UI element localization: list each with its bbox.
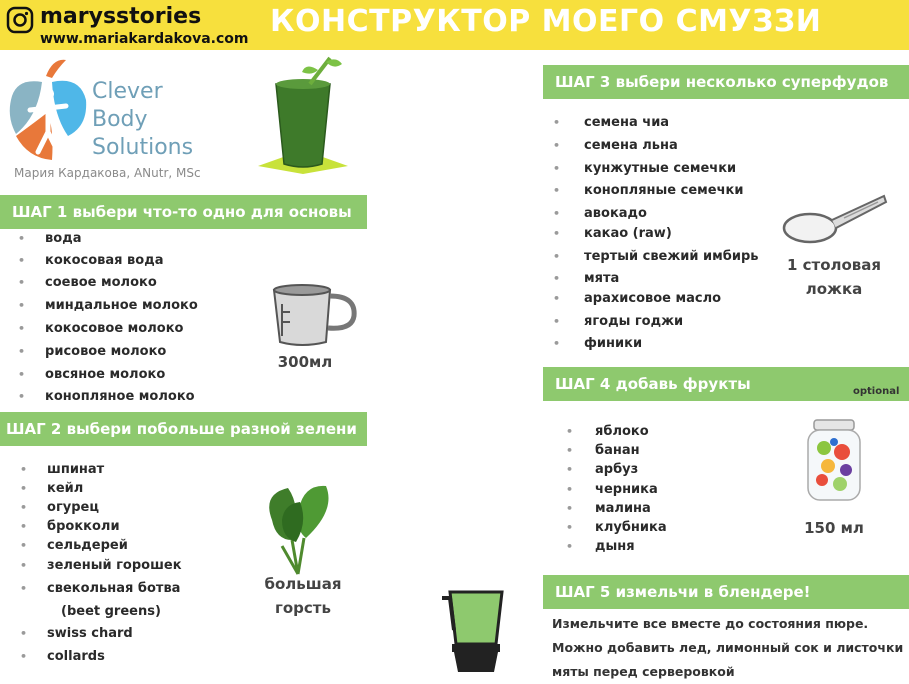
bullet-icon: •	[18, 322, 26, 335]
fruit-jar-icon	[804, 418, 864, 504]
bullet-icon: •	[18, 368, 26, 381]
step-3-amount-line-2: ложка	[805, 280, 863, 298]
list-item: • малина	[566, 501, 651, 516]
list-item: • кунжутные семечки	[553, 161, 737, 176]
measuring-cup-icon	[268, 282, 360, 348]
bullet-icon: •	[20, 520, 28, 533]
list-item: • зеленый горошек	[20, 558, 182, 573]
list-item: • рисовое молоко	[18, 344, 167, 359]
bullet-icon: •	[18, 254, 26, 267]
bullet-icon: •	[20, 650, 28, 663]
list-item: • collards	[20, 649, 105, 664]
bullet-icon: •	[20, 627, 28, 640]
bullet-icon: •	[566, 444, 574, 457]
instagram-handle[interactable]: marysstories	[40, 4, 202, 29]
list-item: • финики	[553, 336, 643, 351]
list-item: • вода	[18, 231, 82, 246]
step-2-header: ШАГ 2 выбери побольше разной зелени	[0, 412, 367, 446]
bullet-icon: •	[566, 540, 574, 553]
optional-label: optional	[853, 386, 900, 397]
bullet-icon: •	[20, 559, 28, 572]
step-5-instructions	[552, 612, 903, 684]
step-2-amount-line-1: большая	[264, 575, 342, 593]
list-item: • черника	[566, 482, 658, 497]
list-item: • соевое молоко	[18, 275, 157, 290]
list-item: • swiss chard	[20, 626, 133, 641]
bullet-icon: •	[20, 501, 28, 514]
blender-icon	[440, 586, 512, 674]
list-item: • конопляные семечки	[553, 183, 744, 198]
list-item: • кейл	[20, 481, 84, 496]
list-item: • конопляное молоко	[18, 389, 195, 404]
list-item: • ягоды годжи	[553, 314, 684, 329]
author-credit: Мария Кардакова, ANutr, MSc	[14, 166, 201, 180]
list-item: • семена льна	[553, 138, 678, 153]
instruction-line: мяты перед серверовкой	[552, 664, 735, 679]
page-title: КОНСТРУКТОР МОЕГО СМУЗЗИ	[270, 4, 822, 39]
bullet-icon: •	[20, 582, 28, 595]
step-3-amount	[772, 253, 896, 301]
list-item: • свекольная ботва	[20, 581, 181, 596]
step-3-header: ШАГ 3 выбери несколько суперфудов	[543, 65, 909, 99]
list-item: • яблоко	[566, 424, 649, 439]
list-item: • какао (raw)	[553, 226, 672, 241]
logo-line-3: Solutions	[92, 135, 194, 160]
step-5-header: ШАГ 5 измельчи в блендере!	[543, 575, 909, 609]
instagram-icon[interactable]	[6, 6, 34, 34]
step-1-header: ШАГ 1 выбери что-то одно для основы	[0, 195, 367, 229]
bullet-icon: •	[18, 390, 26, 403]
list-item: • кокосовое молоко	[18, 321, 184, 336]
step-4-amount: 150 мл	[804, 519, 864, 537]
list-item: • кокосовая вода	[18, 253, 164, 268]
bullet-icon: •	[553, 116, 561, 129]
logo-line-2: Body	[92, 107, 148, 132]
bullet-icon: •	[553, 272, 561, 285]
bullet-icon: •	[566, 483, 574, 496]
list-item: • клубника	[566, 520, 667, 535]
list-item: • мята	[553, 271, 620, 286]
spinach-bunch-icon	[262, 480, 334, 576]
bullet-icon: •	[18, 345, 26, 358]
bullet-icon: •	[553, 227, 561, 240]
measuring-spoon-icon	[780, 188, 890, 246]
list-item: • банан	[566, 443, 640, 458]
bullet-icon: •	[553, 139, 561, 152]
list-item: • тертый свежий имбирь	[553, 249, 759, 264]
bullet-icon: •	[553, 184, 561, 197]
list-item-continued: (beet greens)	[61, 604, 161, 619]
instruction-line: Можно добавить лед, лимонный сок и листочки	[552, 640, 904, 655]
step-3-amount-line-1: 1 столовая	[786, 256, 882, 274]
step-2-amount	[258, 572, 348, 620]
logo-line-1: Clever	[92, 79, 163, 104]
bullet-icon: •	[18, 276, 26, 289]
list-item: • сельдерей	[20, 538, 128, 553]
list-item: • арахисовое масло	[553, 291, 722, 306]
step-4-header: ШАГ 4 добавь фрукты	[543, 367, 909, 401]
list-item: • брокколи	[20, 519, 120, 534]
step-2-amount-line-2: горсть	[275, 599, 331, 617]
bullet-icon: •	[566, 521, 574, 534]
bullet-icon: •	[553, 207, 561, 220]
bullet-icon: •	[20, 482, 28, 495]
clever-body-logo	[8, 56, 90, 166]
bullet-icon: •	[566, 425, 574, 438]
list-item: • авокадо	[553, 206, 647, 221]
step-1-amount: 300мл	[277, 353, 333, 371]
website-link[interactable]: www.mariakardakova.com	[40, 31, 249, 47]
bullet-icon: •	[553, 292, 561, 305]
bullet-icon: •	[566, 463, 574, 476]
bullet-icon: •	[20, 463, 28, 476]
list-item: • шпинат	[20, 462, 105, 477]
bullet-icon: •	[18, 232, 26, 245]
list-item: • огурец	[20, 500, 99, 515]
bullet-icon: •	[20, 539, 28, 552]
instruction-line: Измельчите все вместе до состояния пюре.	[552, 616, 869, 631]
list-item: • овсяное молоко	[18, 367, 166, 382]
bullet-icon: •	[553, 337, 561, 350]
bullet-icon: •	[553, 250, 561, 263]
list-item: • дыня	[566, 539, 635, 554]
bullet-icon: •	[18, 299, 26, 312]
logo-text	[92, 78, 193, 162]
green-smoothie-glass-icon	[248, 56, 358, 176]
bullet-icon: •	[553, 162, 561, 175]
bullet-icon: •	[566, 502, 574, 515]
list-item: • семена чиа	[553, 115, 670, 130]
list-item: • арбуз	[566, 462, 639, 477]
bullet-icon: •	[553, 315, 561, 328]
list-item: • миндальное молоко	[18, 298, 198, 313]
